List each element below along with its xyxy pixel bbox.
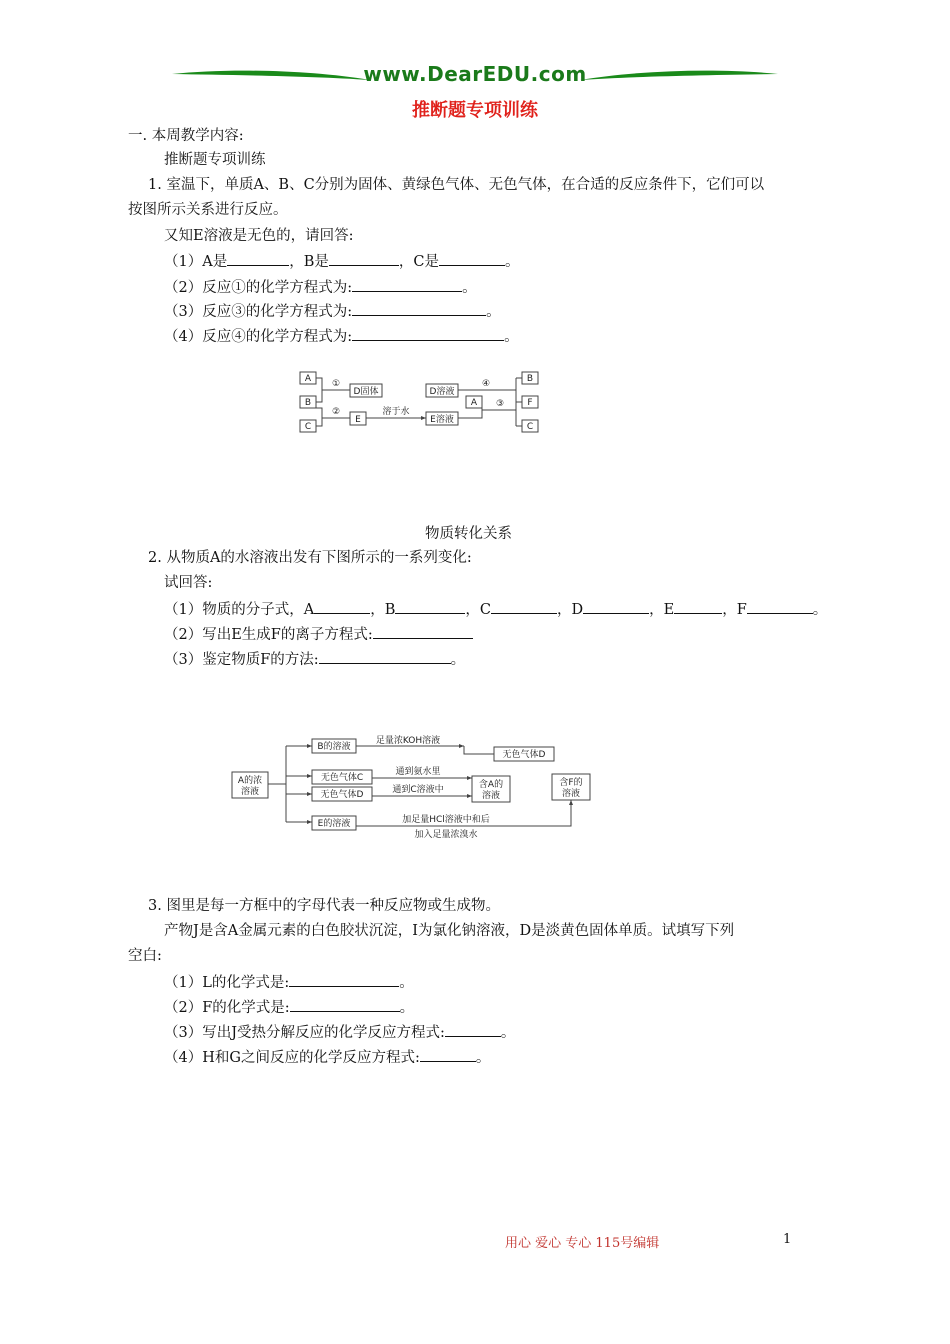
svg-text:A: A — [470, 398, 478, 408]
svg-text:E: E — [355, 415, 361, 425]
svg-text:通到氨水里: 通到氨水里 — [395, 767, 441, 777]
answer-blank-2B[interactable] — [395, 598, 465, 614]
answer-blank-identify[interactable] — [319, 648, 451, 664]
svg-text:①: ① — [331, 379, 341, 389]
svg-text:无色气体C: 无色气体C — [320, 773, 364, 783]
svg-text:E的溶液: E的溶液 — [317, 819, 351, 829]
answer-blank-2A[interactable] — [314, 598, 370, 614]
svg-text:加入足量浓溴水: 加入足量浓溴水 — [414, 830, 478, 840]
svg-text:B的溶液: B的溶液 — [317, 742, 351, 752]
svg-text:D固体: D固体 — [353, 387, 379, 397]
svg-text:B: B — [304, 398, 312, 408]
svg-text:含A的: 含A的 — [478, 780, 504, 790]
svg-text:D溶液: D溶液 — [429, 387, 455, 397]
svg-text:A: A — [304, 374, 312, 384]
q3-line1: 3. 图里是每一方框中的字母代表一种反应物或生成物。 — [148, 898, 500, 914]
svg-text:B: B — [526, 374, 534, 384]
q3-line3: 空白: — [128, 948, 162, 964]
svg-text:②: ② — [331, 407, 341, 417]
q3-part4: （4）H和G之间反应的化学反应方程式: 。 — [164, 1046, 490, 1068]
svg-text:溶液: 溶液 — [240, 787, 260, 797]
answer-blank-B[interactable] — [329, 250, 399, 266]
svg-text:无色气体D: 无色气体D — [320, 790, 364, 800]
q2-reaction-diagram — [228, 734, 598, 844]
answer-blank-ionic[interactable] — [373, 623, 473, 639]
answer-blank-C[interactable] — [439, 250, 505, 266]
svg-text:溶液: 溶液 — [561, 789, 581, 799]
q3-part2: （2）F的化学式是: 。 — [164, 996, 414, 1018]
answer-blank-A[interactable] — [227, 250, 289, 266]
svg-text:C: C — [526, 422, 534, 432]
q2-part1: （1）物质的分子式，A ，B ，C ，D ，E ，F 。 — [164, 598, 827, 620]
svg-text:足量浓KOH溶液: 足量浓KOH溶液 — [375, 736, 441, 746]
svg-text:含F的: 含F的 — [559, 778, 583, 788]
q1-part2: （2）反应①的化学方程式为: 。 — [164, 276, 477, 298]
q2-line2: 试回答: — [164, 575, 213, 591]
q3-line2: 产物J是含A金属元素的白色胶状沉淀，I为氯化钠溶液，D是淡黄色固体单质。试填写下列 — [164, 923, 735, 939]
answer-blank-L[interactable] — [289, 971, 399, 987]
svg-text:E溶液: E溶液 — [430, 415, 454, 425]
answer-blank-eq4[interactable] — [352, 325, 504, 341]
q2-part3: （3）鉴定物质F的方法: 。 — [164, 648, 465, 670]
svg-text:C: C — [304, 422, 312, 432]
q3-part3: （3）写出J受热分解反应的化学反应方程式: 。 — [164, 1021, 515, 1043]
q2-line1: 2. 从物质A的水溶液出发有下图所示的一系列变化: — [148, 550, 472, 566]
answer-blank-2F[interactable] — [747, 598, 813, 614]
q1-line2: 按图所示关系进行反应。 — [128, 202, 288, 218]
q1-part4: （4）反应④的化学方程式为: 。 — [164, 325, 519, 347]
answer-blank-2D[interactable] — [583, 598, 649, 614]
q1-reaction-diagram — [296, 366, 546, 438]
svg-text:F: F — [527, 398, 533, 408]
q1-caption: 物质转化关系 — [425, 526, 512, 542]
answer-blank-J[interactable] — [445, 1021, 501, 1037]
svg-text:A的浓: A的浓 — [237, 776, 263, 786]
answer-blank-F[interactable] — [290, 996, 400, 1012]
svg-text:无色气体D: 无色气体D — [502, 750, 546, 760]
answer-blank-eq1[interactable] — [352, 276, 462, 292]
page-number: 1 — [783, 1232, 792, 1247]
svg-text:溶于水: 溶于水 — [382, 407, 410, 417]
footer-text: 用心 爱心 专心 115号编辑 — [505, 1236, 660, 1251]
svg-text:通到C溶液中: 通到C溶液中 — [392, 785, 444, 795]
site-banner[interactable]: www.DearEDU.com — [363, 62, 587, 86]
q1-part3: （3）反应③的化学方程式为: 。 — [164, 300, 501, 322]
q3-part1: （1）L的化学式是: 。 — [164, 971, 414, 993]
svg-text:溶液: 溶液 — [481, 791, 501, 801]
svg-text:③: ③ — [495, 399, 505, 409]
svg-text:④: ④ — [481, 379, 491, 389]
intro-sub: 推断题专项训练 — [164, 152, 266, 168]
answer-blank-HG[interactable] — [420, 1046, 476, 1062]
q1-line3: 又知E溶液是无色的，请回答: — [164, 228, 354, 244]
svg-text:加足量HCl溶液中和后: 加足量HCl溶液中和后 — [402, 815, 490, 825]
answer-blank-2E[interactable] — [674, 598, 722, 614]
q1-part1: （1）A是 ，B是 ，C是 。 — [164, 250, 519, 272]
answer-blank-eq3[interactable] — [352, 300, 486, 316]
page-title: 推断题专项训练 — [412, 100, 538, 121]
q2-part2: （2）写出E生成F的离子方程式: — [164, 623, 473, 645]
answer-blank-2C[interactable] — [491, 598, 557, 614]
intro-heading: 一. 本周教学内容: — [128, 128, 244, 144]
q1-line1: 1. 室温下，单质A、B、C分别为固体、黄绿色气体、无色气体，在合适的反应条件下，它们可以 — [148, 177, 765, 193]
